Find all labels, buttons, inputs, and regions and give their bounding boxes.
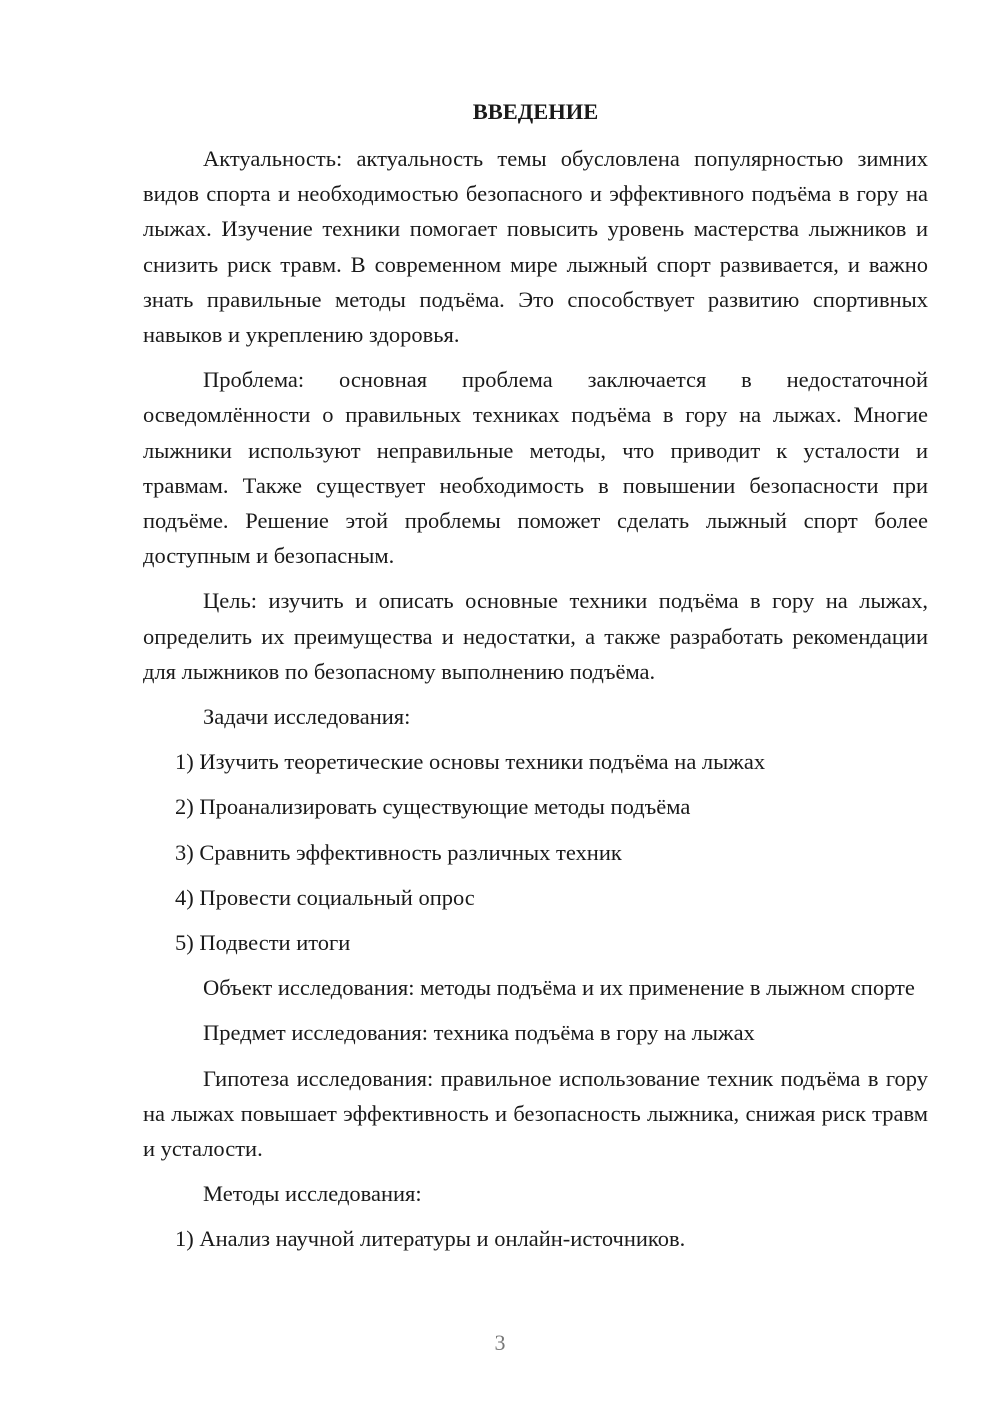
methods-label: Методы исследования:	[203, 1181, 422, 1207]
page-number: 3	[494, 1330, 506, 1355]
task-item: 2) Проанализировать существующие методы подъёма	[175, 794, 691, 820]
relevance-paragraph: Актуальность: актуальность темы обусловлена популярностью зимних видов спорта и необходимостью безопасного и эффективного подъёма в гору на лыжах. Изучение техники помогает повысить уровень мастерства лыжников и снизить риск травм. В современном мире лыжный спорт развивается, и важно знать правильные методы подъёма. Это способствует развитию спортивных навыков и укреплению здоровья.	[143, 146, 928, 348]
hypothesis-paragraph: Гипотеза исследования: правильное использование техник подъёма в гору на лыжах повышает эффективность и безопасность лыжника, снижая риск травм и усталости.	[143, 1065, 928, 1162]
goal-paragraph: Цель: изучить и описать основные техники подъёма в гору на лыжах, определить их преимущества и недостатки, а также разработать рекомендации для лыжников по безопасному выполнению подъёма.	[143, 588, 928, 684]
page-content	[143, 94, 928, 1267]
method-item: 1) Анализ научной литературы и онлайн-источников.	[175, 1226, 686, 1252]
subject-paragraph: Предмет исследования: техника подъёма в гору на лыжах	[203, 1020, 755, 1046]
methods-list	[143, 1221, 928, 1256]
task-item: 4) Провести социальный опрос	[175, 884, 475, 910]
tasks-label: Задачи исследования:	[203, 704, 411, 730]
problem-paragraph: Проблема: основная проблема заключается в недостаточной осведомлённости о правильных техниках подъёма в гору на лыжах. Многие лыжники используют неправильные методы, что приводит к усталости и травмам. Также существует необходимость в повышении безопасности при подъёме. Решение этой проблемы поможет сделать лыжный спорт более доступным и безопасным.	[143, 367, 928, 569]
section-title: ВВЕДЕНИЕ	[472, 99, 599, 124]
object-paragraph: Объект исследования: методы подъёма и их применение в лыжном спорте	[203, 975, 915, 1001]
task-item: 1) Изучить теоретические основы техники подъёма на лыжах	[175, 749, 766, 775]
tasks-list	[143, 744, 928, 960]
task-item: 5) Подвести итоги	[175, 930, 351, 956]
task-item: 3) Сравнить эффективность различных техник	[175, 839, 622, 865]
